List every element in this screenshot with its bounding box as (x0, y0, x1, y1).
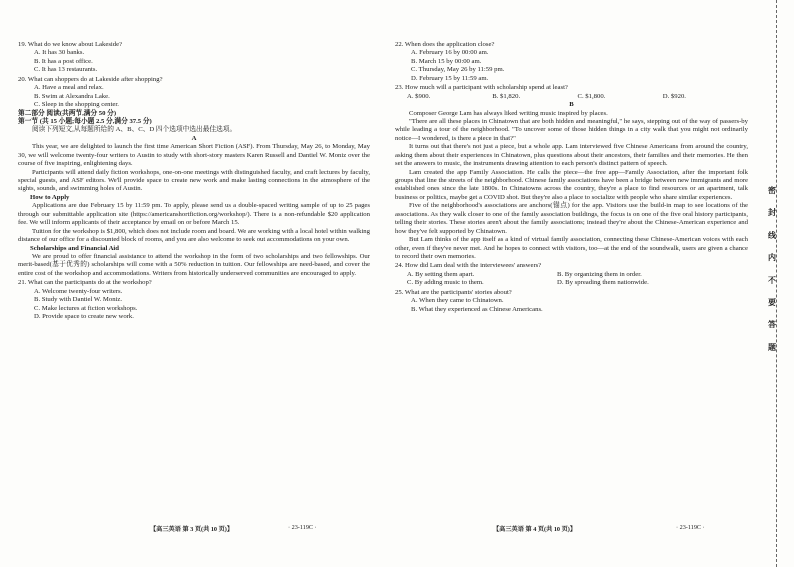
q23-option-a: A. $900. (407, 92, 431, 100)
q22-option-b: B. March 15 by 00:00 am. (411, 57, 482, 65)
q23-option-b: B. $1,820. (492, 92, 521, 100)
q23-option-c: C. $1,800. (577, 92, 606, 100)
footer-right-code: · 23-119C · (676, 524, 705, 531)
footer-left-page-label: 【高三英语 第 3 页(共 10 页)】 (150, 526, 234, 533)
passage-a-paragraph-1: This year, we are delighted to launch the first time American Short Fiction (ASF). From Thursday, May 26, to Monday, May 30, we will welcome twenty-four writers to Austin to study with short-story masters Karen Russell and Dantiel W. Moniz over the course of five inspiring, enlightening days. (18, 143, 370, 168)
question-23: 23. How much will a participant with scholarship spend at least? (395, 84, 568, 92)
passage-a-paragraph-3: Applications are due February 15 by 11:59 pm. To apply, please send us a double-spaced writing sample of up to 25 pages through our submittable application site (https://americanshortfiction.org/workshop/). There is a non-refundable $20 application fee. We will inform applicants of their acceptance by email on or before March 15. (18, 202, 370, 227)
q23-options (395, 93, 748, 101)
scholarships-heading: Scholarships and Financial Aid (30, 244, 120, 252)
q24-options-row-2 (395, 279, 748, 287)
q21-option-b: B. Study with Dantiel W. Moniz. (34, 296, 123, 304)
passage-b-label: B (569, 101, 574, 109)
q20-option-c: C. Sleep in the shopping center. (34, 101, 119, 109)
q21-option-c: C. Make lectures at fiction workshops. (34, 304, 138, 312)
left-column (18, 40, 370, 321)
q24-option-c: C. By adding music to them. (407, 279, 484, 287)
q24-option-a: A. By setting them apart. (407, 270, 475, 278)
passage-a-paragraph-5: We are proud to offer financial assistance to attend the workshop in the form of two scholarships and two fellowships. Our merit-based(基于优秀的) scholarships will come with a 50% reduction in tuition. Our fellowships are need-based, and cover the entire cost of the workshop and accommodations. Writers from historically underserved communities are encouraged to apply. (18, 252, 370, 277)
q19-option-b: B. It has a post office. (34, 57, 93, 65)
fold-char: 线 (768, 230, 776, 240)
passage-a-label: A (191, 134, 197, 142)
section-1-heading: 第一节 (共 15 小题;每小题 2.5 分,满分 37.5 分) (18, 117, 152, 125)
how-to-apply-heading: How to Apply (30, 193, 70, 201)
q20-option-a: A. Have a meal and relax. (34, 84, 104, 92)
fold-char: 答 (768, 320, 776, 330)
footer-right-page-label: 【高三英语 第 4 页(共 10 页)】 (493, 526, 577, 533)
passage-a-paragraph-4: Tuition for the workshop is $1,800, which does not include room and board. We are working with a local hotel within walking distance of our office for a discounted block of rooms, and you are also welcome to seek out accommodations on your own. (18, 227, 370, 244)
question-19: 19. What do we know about Lakeside? (18, 41, 123, 48)
q21-option-d: D. Provide space to create new work. (34, 313, 134, 320)
question-22: 22. When does the application close? (395, 41, 495, 48)
q19-option-a: A. It has 30 banks. (34, 49, 85, 57)
q24-option-d: D. By spreading them nationwide. (557, 279, 649, 287)
q22-option-c: C. Thursday, May 26 by 11:59 pm. (411, 66, 505, 74)
fold-char: 封 (768, 208, 776, 218)
passage-b-paragraph-1: Composer George Lam has always liked writing music inspired by places. (409, 109, 608, 117)
part-2-heading: 第二部分 阅读(共两节,满分 50 分) (18, 109, 117, 117)
fold-char: 题 (768, 342, 776, 352)
q21-option-a: A. Welcome twenty-four writers. (34, 287, 123, 295)
question-24: 24. How did Lam deal with the interviewees' answers? (395, 262, 542, 270)
right-column (395, 40, 748, 314)
question-25: 25. What are the participants' stories about? (395, 288, 512, 296)
binding-line-notice (766, 180, 778, 359)
reading-instruction: 阅读下列短文,从每题所给的 A、B、C、D 四个选项中选出最佳选项。 (32, 126, 237, 134)
q24-options-row-1 (395, 271, 748, 279)
passage-a-paragraph-2: Participants will attend daily fiction workshops, one-on-one meetings with distinguished faculty, and craft lectures by faculty, special guests, and ASF editors. We'll provide space to create new work and make lasting connections in the atmosphere of the sights, sounds, and swimming holes of Austin. (18, 168, 370, 193)
fold-char: 不 (768, 275, 776, 285)
q22-option-a: A. February 16 by 00:00 am. (411, 49, 489, 57)
fold-char: 要 (768, 297, 776, 307)
q25-option-b: B. What they experienced as Chinese Americans. (411, 305, 543, 313)
passage-b-paragraph-3: It turns out that there's not just a piece, but a whole app. Lam interviewed five Chinese Americans from around the country, asking them about their experiences in Chinatown, plus questions about their ancestors, their families and their memories. He then set the answers to music, the instruments drawing attention to each person's distinct pattern of speech. (395, 143, 748, 168)
q23-option-d: D. $920. (662, 92, 686, 100)
q24-option-b: B. By organizing them in order. (557, 270, 642, 278)
q20-option-b: B. Swim at Alexandra Lake. (34, 92, 110, 100)
q25-option-a: A. When they came to Chinatown. (411, 297, 504, 305)
passage-b-paragraph-2: "There are all these places in Chinatown that are both hidden and meaningful," he says, stepping out of the way of passers-by while leading a tour of the neighborhood. "To uncover some of those hidden things in a city walk that you might not ordinarily notice—I wondered, is there a piece in that?" (395, 117, 748, 142)
question-20: 20. What can shoppers do at Lakeside after shopping? (18, 75, 163, 83)
fold-char: 内 (768, 253, 776, 263)
passage-b-paragraph-4: Lam created the app Family Association. He calls the piece—the free app—Family Association, after the important folk groups that line the streets of the neighborhood. Chinese family associations have been a bridge between new immigrants and more established ones since the late 1800s. In Chinatowns across the country, they're a place to find resources or an apartment, talk business or politics, maybe get a COVID shot. But they're also a place to socialize with people who share similar experiences. (395, 168, 748, 201)
q22-option-d: D. February 15 by 11:59 am. (411, 74, 489, 82)
q19-option-c: C. It has 13 restaurants. (34, 66, 98, 74)
fold-char: 密 (768, 186, 776, 195)
passage-b-paragraph-5: Five of the neighborhood's associations are anchors(锚点) for the app. Visitors use the build-in map to see locations of the associations. As they walk closer to one of the family association buildings, the focus is on one of the five oral history participants, telling their stories. These stories aren't about the family associations; instead they're about the Chinese-American experience and how they've felt supported by Chinatown. (395, 202, 748, 235)
passage-b-paragraph-6: But Lam thinks of the app itself as a kind of virtual family association, connecting these Chinese-American voices with each other, even if they've never met. And he hopes to connect with visitors, too—at the end of the soundwalk, users are given a chance to record their own memories. (395, 236, 748, 260)
footer-left-code: · 23-119C · (288, 524, 317, 531)
question-21: 21. What can the participants do at the workshop? (18, 279, 152, 287)
